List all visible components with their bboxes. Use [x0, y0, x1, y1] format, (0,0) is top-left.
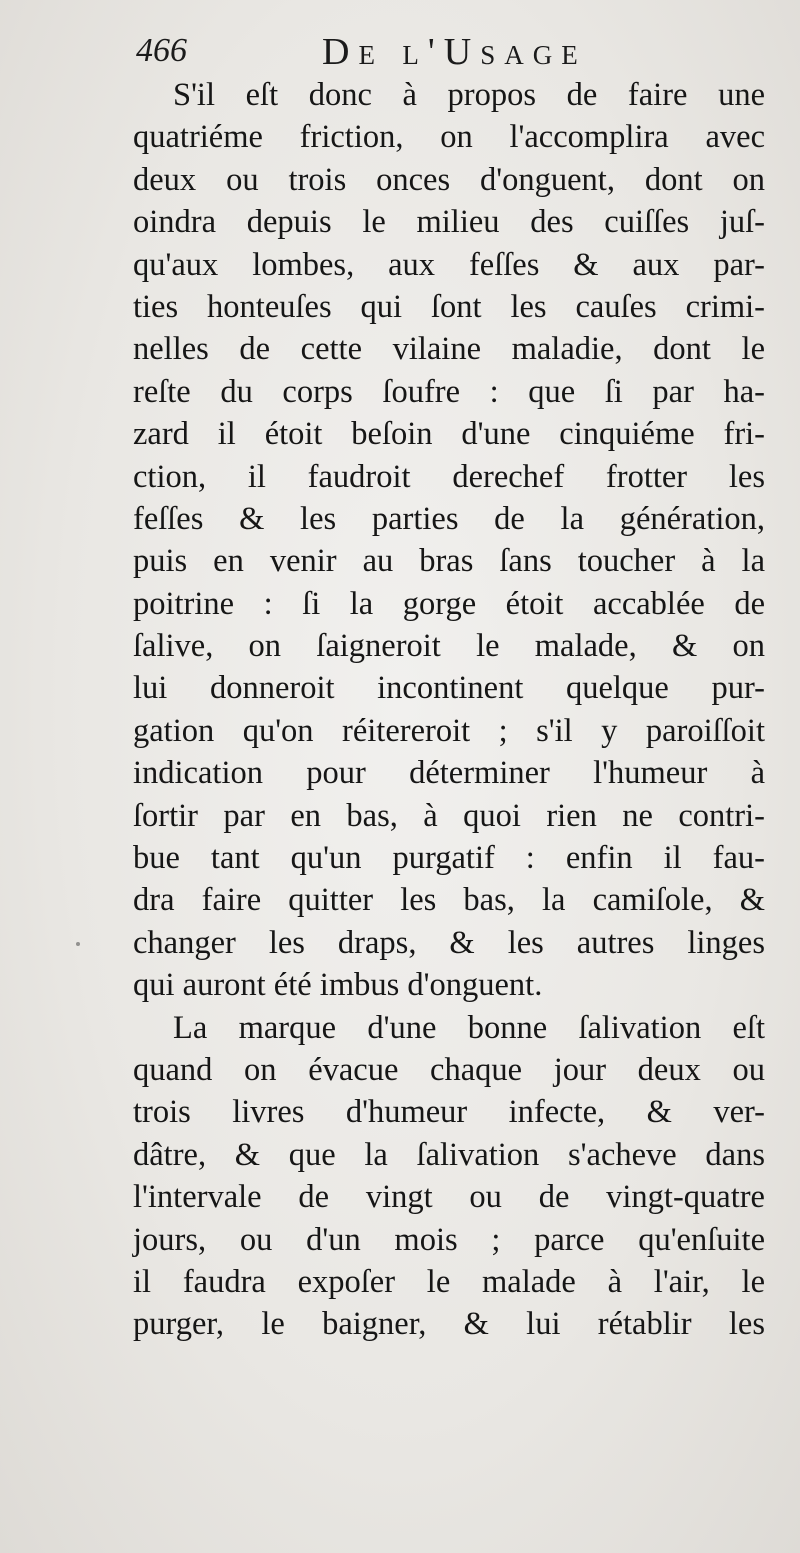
text-line: quatriéme friction, on l'accomplira avec: [133, 119, 765, 156]
text-line: trois livres d'humeur infecte, & ver-: [133, 1094, 765, 1131]
text-line: dâtre, & que la ſalivation s'acheve dans: [133, 1136, 765, 1173]
text-line: bue tant qu'un purgatif : enfin il fau-: [133, 840, 765, 877]
paragraph-2: [133, 1007, 765, 1346]
text-line: l'intervale de vingt ou de vingt-quatre: [133, 1179, 765, 1216]
paper-speck: [76, 942, 80, 946]
text-line: lui donneroit incontinent quelque pur-: [133, 670, 765, 707]
text-line: quand on évacue chaque jour deux ou: [133, 1051, 765, 1088]
text-line: ſalive, on ſaigneroit le malade, & on: [133, 628, 765, 665]
text-line: ſortir par en bas, à quoi rien ne contri-: [133, 797, 765, 834]
text-line: gation qu'on réitereroit ; s'il y paroiſſoit: [133, 712, 765, 749]
text-line: nelles de cette vilaine maladie, dont le: [133, 331, 765, 368]
text-line: oindra depuis le milieu des cuiſſes juſ-: [133, 204, 765, 241]
text-line: qu'aux lombes, aux feſſes & aux par-: [133, 246, 765, 283]
text-line: La marque d'une bonne ſalivation eſt: [173, 1009, 765, 1046]
text-line: ction, il faudroit derechef frotter les: [133, 458, 765, 495]
text-line: puis en venir au bras ſans toucher à la: [133, 543, 765, 580]
body-text: [133, 74, 765, 1346]
paragraph-1: [133, 74, 765, 1007]
page-number: 466: [136, 32, 187, 69]
page-header: [136, 30, 776, 80]
text-line: indication pour déterminer l'humeur à: [133, 755, 765, 792]
text-line: reſte du corps ſoufre : que ſi par ha-: [133, 373, 765, 410]
text-line: feſſes & les parties de la génération,: [133, 500, 765, 537]
text-line: ties honteuſes qui ſont les cauſes crimi-: [133, 288, 765, 325]
text-line: il faudra expoſer le malade à l'air, le: [133, 1263, 765, 1300]
text-line: purger, le baigner, & lui rétablir les: [133, 1306, 765, 1343]
text-line: changer les draps, & les autres linges: [133, 924, 765, 961]
text-line: jours, ou d'un mois ; parce qu'enſuite: [133, 1221, 765, 1258]
text-line: deux ou trois onces d'onguent, dont on: [133, 161, 765, 198]
text-line: zard il étoit beſoin d'une cinquiéme fri-: [133, 416, 765, 453]
text-line: S'il eſt donc à propos de faire une: [173, 77, 765, 113]
text-line: qui auront été imbus d'onguent.: [133, 967, 543, 1004]
text-line: poitrine : ſi la gorge étoit accablée de: [133, 585, 765, 622]
text-line: dra faire quitter les bas, la camiſole, &: [133, 882, 765, 919]
running-title: De l'Usage: [322, 31, 587, 73]
